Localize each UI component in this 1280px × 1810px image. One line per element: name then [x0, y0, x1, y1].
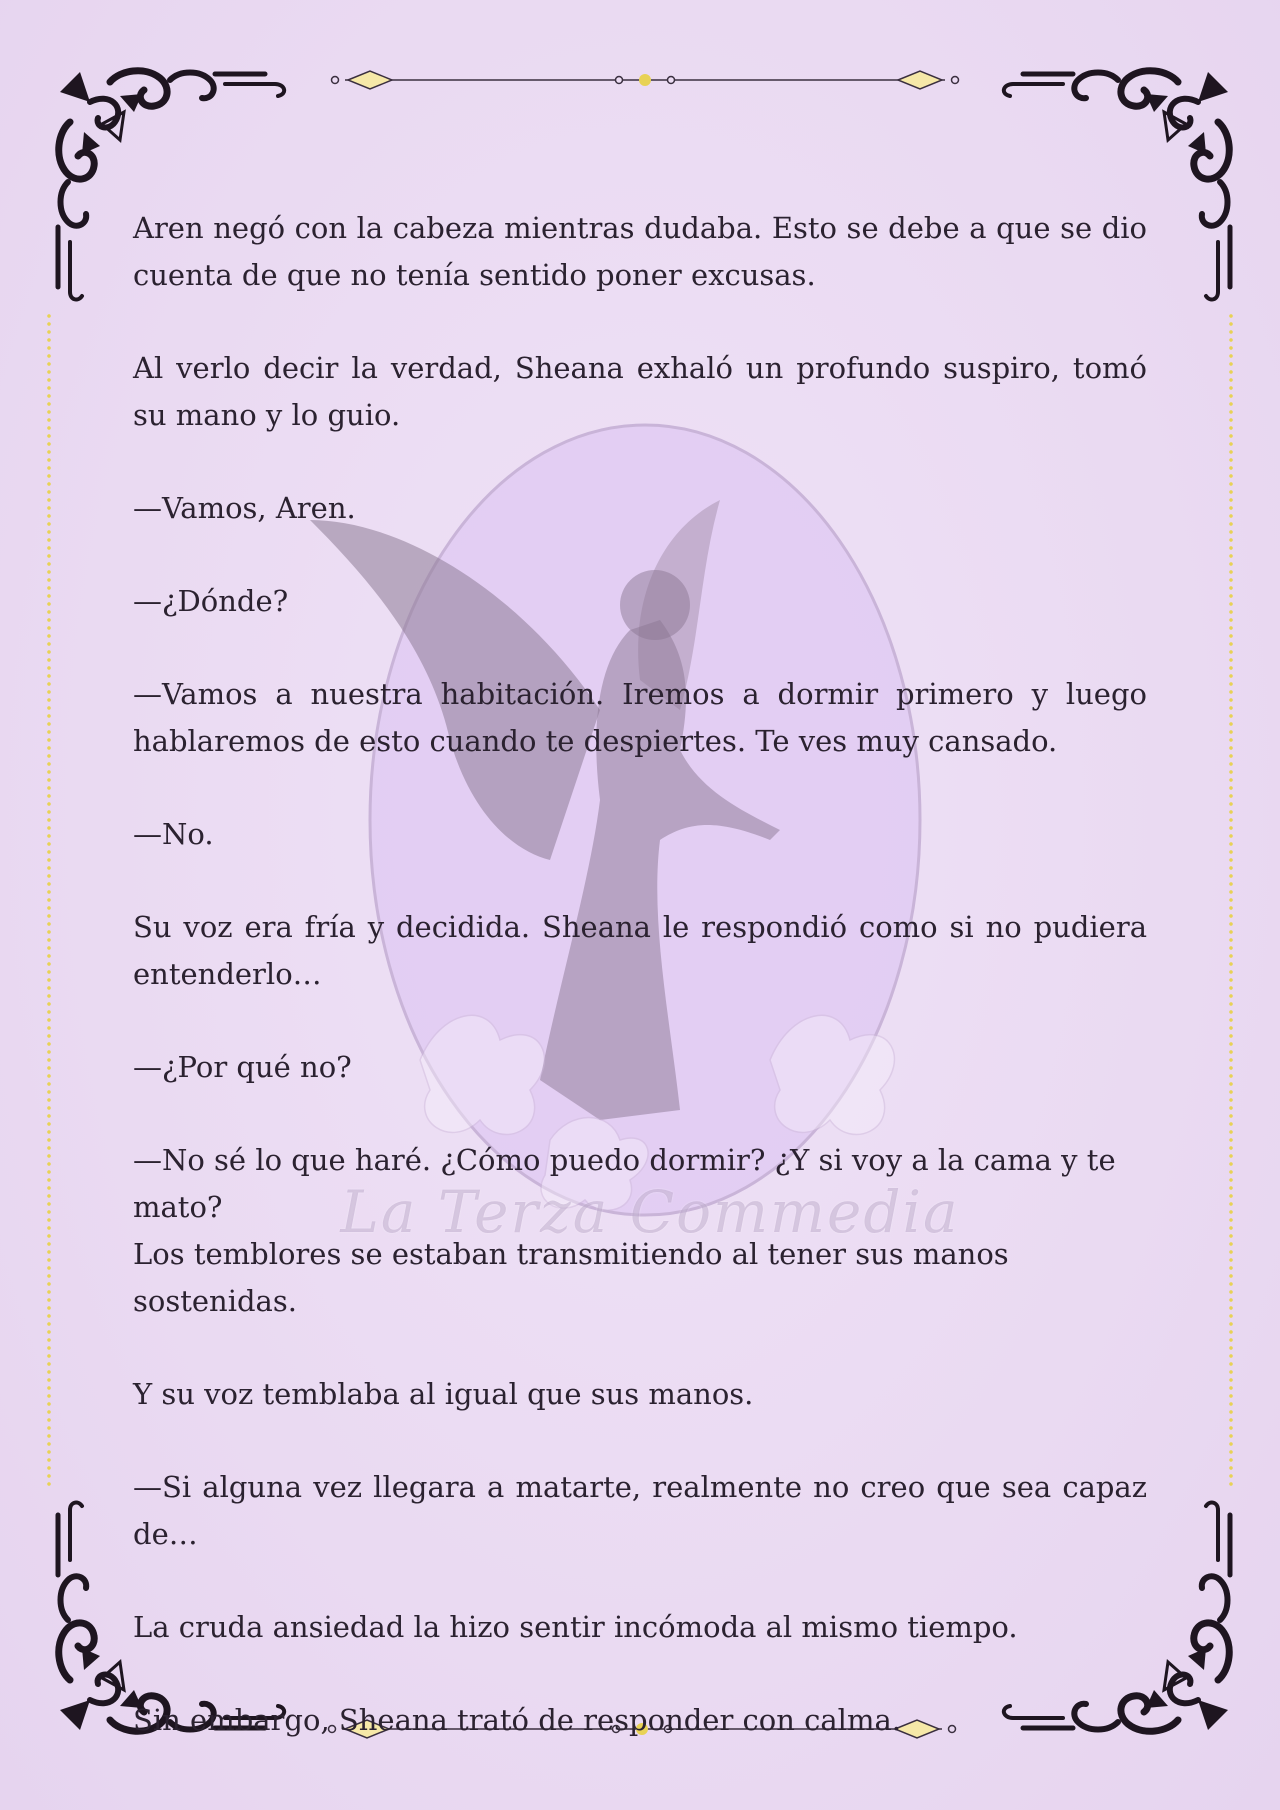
- paragraph: Su voz era fría y decidida. Sheana le respondió como si no pudiera entenderlo…: [133, 910, 1147, 991]
- paragraph: [133, 1137, 1147, 1325]
- paragraph: —¿Dónde?: [133, 584, 289, 618]
- paragraph: Sin embargo, Sheana trató de responder con calma.: [133, 1703, 901, 1737]
- story-text: [133, 205, 1147, 1790]
- paragraph: La cruda ansiedad la hizo sentir incómoda al mismo tiempo.: [133, 1610, 1018, 1644]
- paragraph: —Vamos, Aren.: [133, 491, 356, 525]
- paragraph: —Vamos a nuestra habitación. Iremos a dormir primero y luego hablaremos de esto cuando te despiertes. Te ves muy cansado.: [133, 677, 1147, 758]
- paragraph-line: Los temblores se estaban transmitiendo al tener sus manos sostenidas.: [133, 1237, 1009, 1318]
- watermark-text: La Terza Commedia: [340, 1178, 960, 1246]
- paragraph: —Si alguna vez llegara a matarte, realmente no creo que sea capaz de…: [133, 1470, 1147, 1551]
- paragraph: Aren negó con la cabeza mientras dudaba. Esto se debe a que se dio cuenta de que no tenía sentido poner excusas.: [133, 211, 1147, 292]
- paragraph: —No.: [133, 817, 214, 851]
- paragraph-line: —No sé lo que haré. ¿Cómo puedo dormir? ¿Y si voy a la cama y te mato?: [133, 1143, 1116, 1224]
- right-dotted-border: [1228, 312, 1234, 1487]
- paragraph: Y su voz temblaba al igual que sus manos.: [133, 1377, 754, 1411]
- left-dotted-border: [46, 312, 52, 1487]
- paragraph: —¿Por qué no?: [133, 1050, 352, 1084]
- top-divider-ornament: [325, 66, 965, 96]
- paragraph: Al verlo decir la verdad, Sheana exhaló un profundo suspiro, tomó su mano y lo guio.: [133, 351, 1147, 432]
